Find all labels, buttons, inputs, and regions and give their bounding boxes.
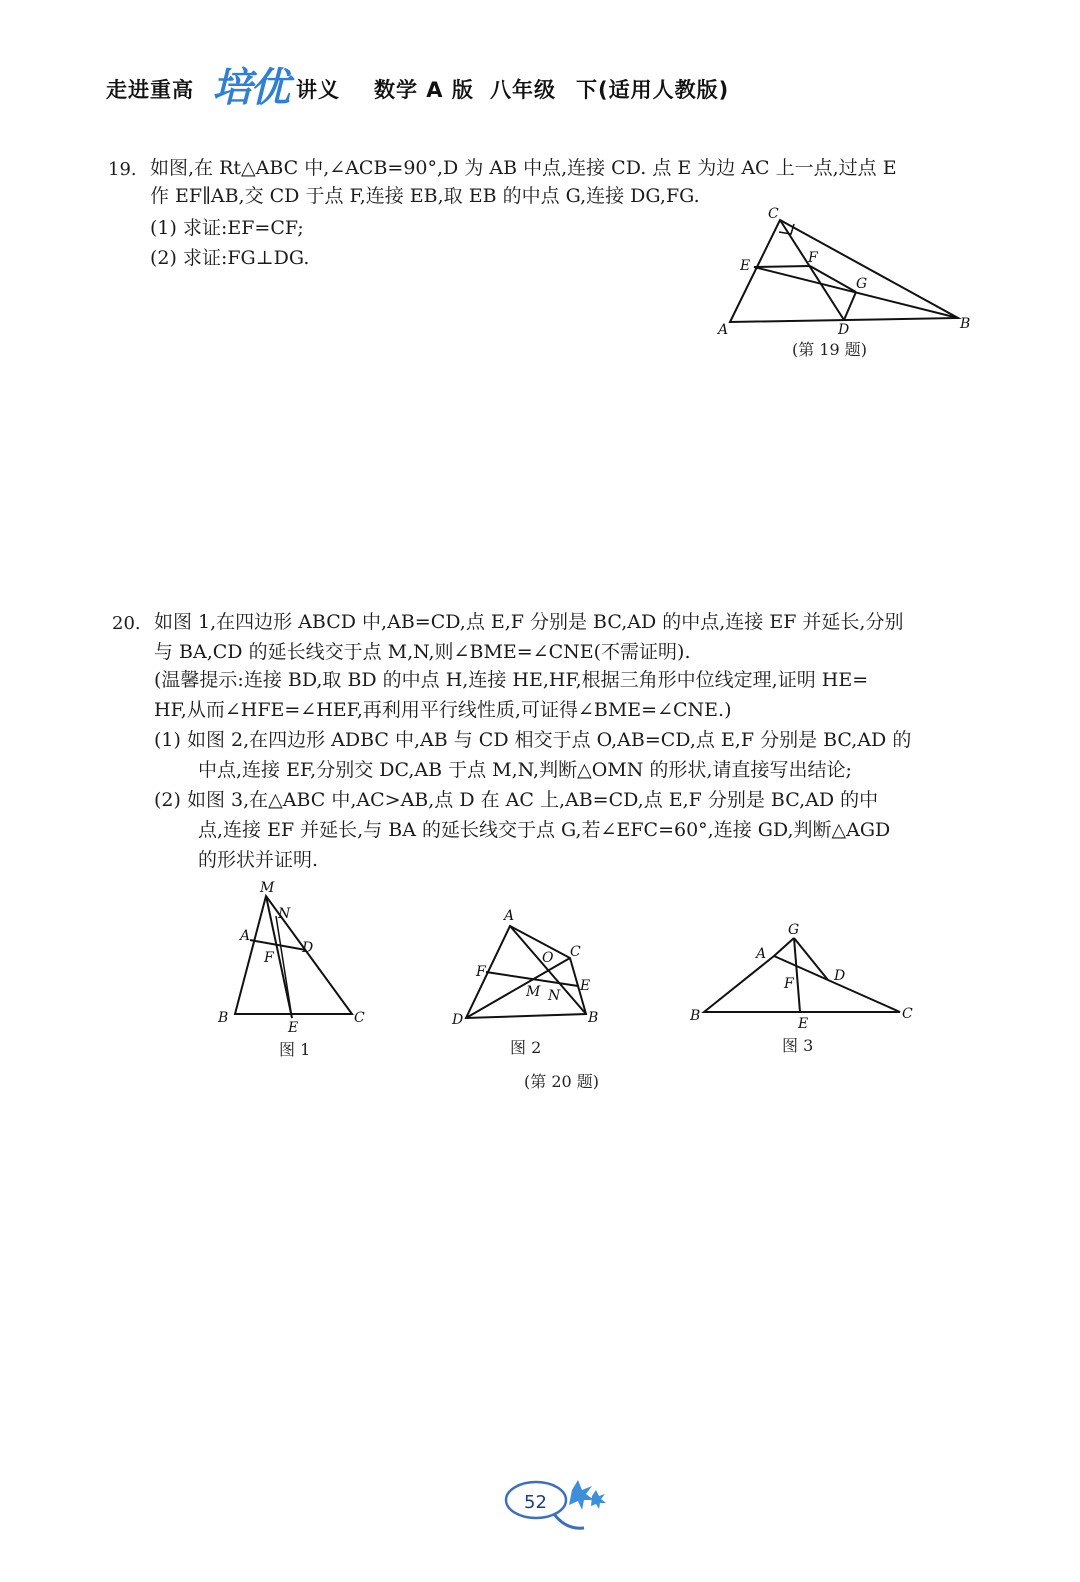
q20-hint-1: (温馨提示:连接 BD,取 BD 的中点 H,连接 HE,HF,根据三角形中位线定理,证明 HE= [154,669,869,691]
fig1-label-c: C [354,1010,365,1026]
q19-label-d: D [838,322,850,338]
q19-segment-cd [780,220,844,320]
fig1-caption: 图 1 [279,1040,311,1059]
fig3-caption: 图 3 [782,1036,814,1055]
page-number: 52 [524,1492,547,1513]
fig1-label-d: D [302,940,314,956]
fig1-label-m: M [260,880,275,896]
header-volume: 下(适用人教版) [576,78,730,102]
q20-part-2-line-3: 的形状并证明. [198,849,319,871]
q20-part-2-line-1: (2) 如图 3,在△ABC 中,AC>AB,点 D 在 AC 上,AB=CD,点 E,F 分别是 BC,AD 的中 [154,789,879,811]
fig3-label-d: D [834,968,846,984]
fig2-label-a: A [504,908,515,924]
fig3-segment-ge [794,938,800,1012]
fig2-label-n: N [548,988,561,1004]
header-logo: 培优 [212,64,288,111]
q20-part-2-line-2: 点,连接 EF 并延长,与 BA 的延长线交于点 G,若∠EFC=60°,连接 GD,判断△AGD [198,819,891,841]
fig1-label-n: N [278,906,291,922]
fig2-caption: 图 2 [510,1038,542,1057]
header-subject: 数学 A 版 [374,78,474,102]
fig1-label-b: B [218,1010,229,1026]
q19-label-f: F [808,250,818,266]
page-number-ornament-icon [494,1470,614,1550]
q20-number: 20. [112,613,141,634]
fig3-segment-ga [774,938,794,956]
fig1-label-a: A [240,928,251,944]
q19-number: 19. [108,159,137,180]
q20-line-1: 如图 1,在四边形 ABCD 中,AB=CD,点 E,F 分别是 BC,AD 的中点,连接 EF 并延长,分别 [154,611,904,633]
fig3-label-f: F [784,976,794,992]
fig1-label-e: E [288,1020,299,1036]
fig2-label-m: M [526,984,541,1000]
fig3-label-b: B [690,1008,701,1024]
fig2-label-b: B [588,1010,599,1026]
fig2-label-f: F [476,964,486,980]
fig1-segment-ne [276,916,292,1018]
q19-figure [700,200,1000,340]
q19-line-2: 作 EF∥AB,交 CD 于点 F,连接 EB,取 EB 的中点 G,连接 DG,FG. [150,185,700,207]
q19-line-1: 如图,在 Rt△ABC 中,∠ACB=90°,D 为 AB 中点,连接 CD. 点 E 为边 AC 上一点,过点 E [150,157,897,179]
q19-label-c: C [768,206,779,222]
q20-line-2: 与 BA,CD 的延长线交于点 M,N,则∠BME=∠CNE(不需证明). [154,641,691,663]
q20-hint-2: HF,从而∠HFE=∠HEF,再利用平行线性质,可证得∠BME=∠CNE.) [154,699,732,721]
q19-caption: (第 19 题) [792,340,868,359]
fig1-label-f: F [264,950,274,966]
q19-label-a: A [718,322,729,338]
q19-part-2: (2) 求证:FG⊥DG. [150,247,310,269]
q20-part-1-line-1: (1) 如图 2,在四边形 ADBC 中,AB 与 CD 相交于点 O,AB=CD,点 E,F 分别是 BC,AD 的 [154,729,912,751]
fig3-segment-gd [794,938,828,980]
q20-part-1-line-2: 中点,连接 EF,分别交 DC,AB 于点 M,N,判断△OMN 的形状,请直接写出结论; [198,759,852,781]
q19-segment-ef [754,266,810,267]
q19-label-g: G [856,276,868,292]
q19-label-e: E [740,258,751,274]
header-book: 讲义 [296,78,340,102]
header-series: 走进重高 [106,78,194,102]
q20-figure-1 [210,876,380,1036]
header-grade: 八年级 [490,78,556,102]
fig2-label-o: O [542,950,554,966]
q19-segment-dg [844,292,856,320]
q20-figure-2 [446,900,616,1030]
fig3-triangle-abc [704,956,900,1012]
q19-triangle-abc [730,220,958,322]
fig1-triangle-mbc [235,896,352,1014]
fig3-label-c: C [902,1006,913,1022]
q19-label-b: B [960,316,971,332]
fig2-label-e: E [580,978,591,994]
fig2-label-c: C [570,944,581,960]
fig3-label-a: A [756,946,767,962]
fig3-label-g: G [788,922,800,938]
fig2-label-d: D [452,1012,464,1028]
q19-part-1: (1) 求证:EF=CF; [150,217,304,239]
fig3-label-e: E [798,1016,809,1032]
q20-figure-3 [686,916,926,1032]
q20-caption: (第 20 题) [524,1072,600,1091]
